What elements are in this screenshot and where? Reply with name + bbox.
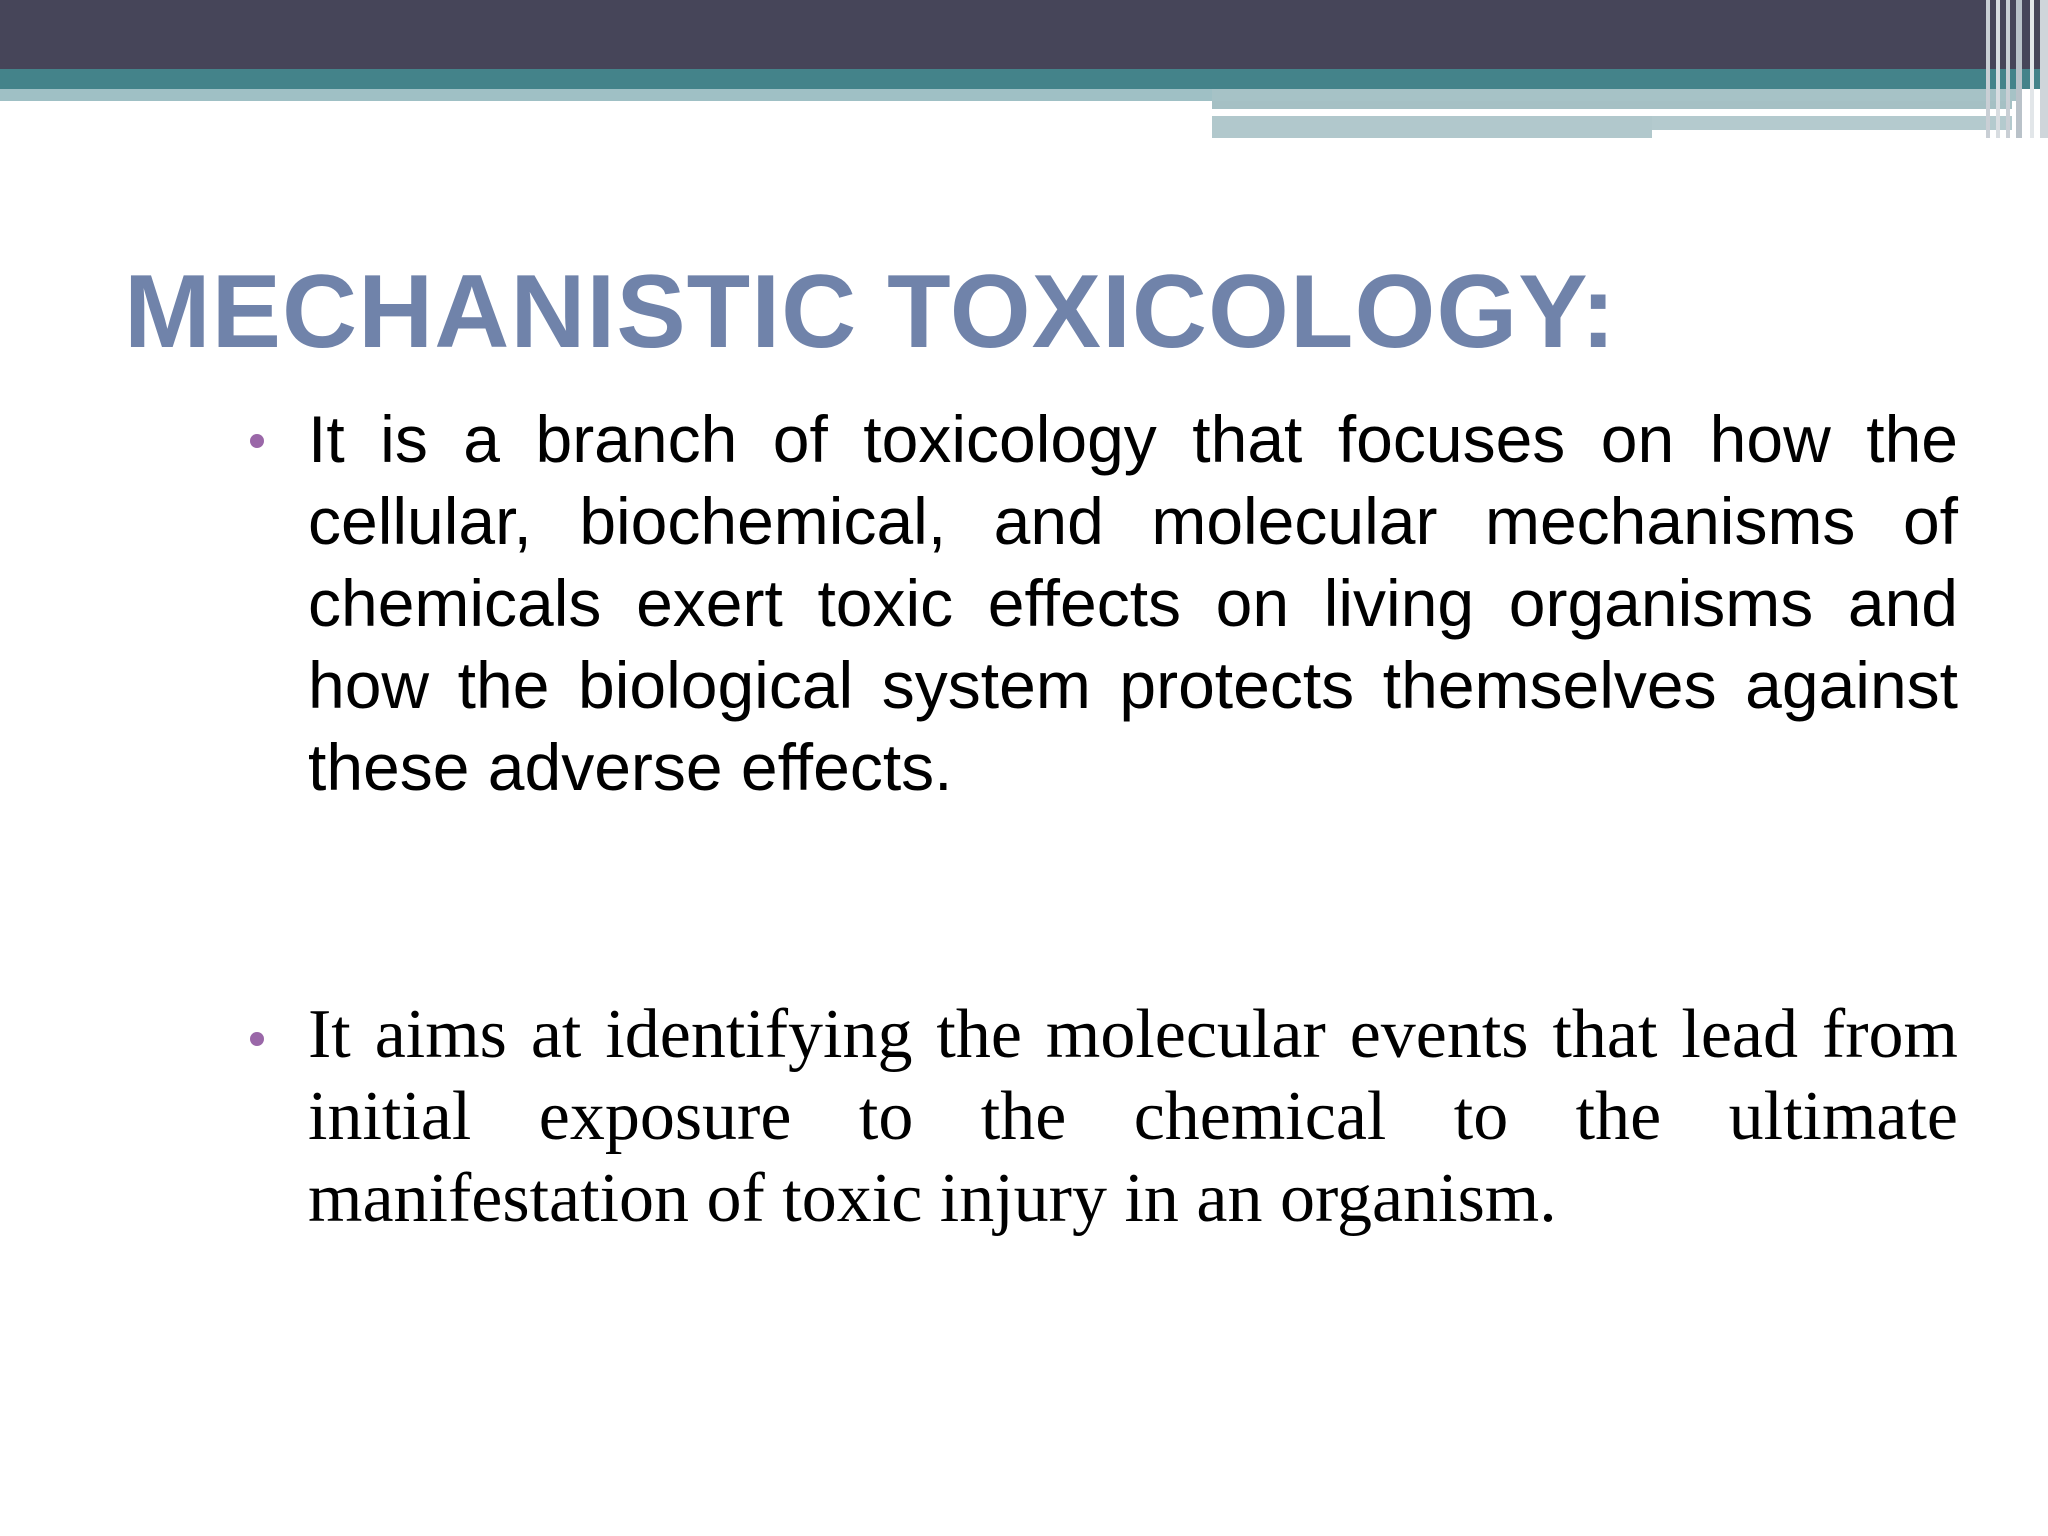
header-band-light-left — [0, 89, 1212, 101]
header-stripe — [2030, 0, 2034, 138]
header-stripe — [1986, 0, 1990, 138]
header-band-grey — [1212, 101, 2012, 109]
header-white-line — [1212, 109, 1896, 116]
header-stripe — [2040, 0, 2048, 138]
bullet-dot-icon — [250, 434, 264, 448]
header-band-teal — [0, 69, 2048, 89]
header-band-lower-left — [1212, 116, 1652, 138]
bullet-text: It aims at identifying the molecular events that lead from initial exposure to the chemical to the ultimate manifestation of toxic injury in an organism. — [308, 996, 1958, 1237]
header-band-dark — [0, 0, 2048, 69]
header-stripe — [1996, 0, 2000, 138]
bullet-dot-icon — [250, 1032, 264, 1046]
bullet-text: It is a branch of toxicology that focuses on how the cellular, biochemical, and molecular mechanisms of chemicals exert toxic effects on living organisms and how the biological system protects themselves against these adverse effects. — [308, 402, 1958, 804]
header-band-light-right — [1212, 89, 2016, 101]
header-stripe — [2016, 0, 2022, 138]
header-stripe — [2006, 0, 2010, 138]
header-band-lower-right — [1652, 116, 2012, 130]
slide-title: MECHANISTIC TOXICOLOGY: — [124, 254, 1617, 370]
